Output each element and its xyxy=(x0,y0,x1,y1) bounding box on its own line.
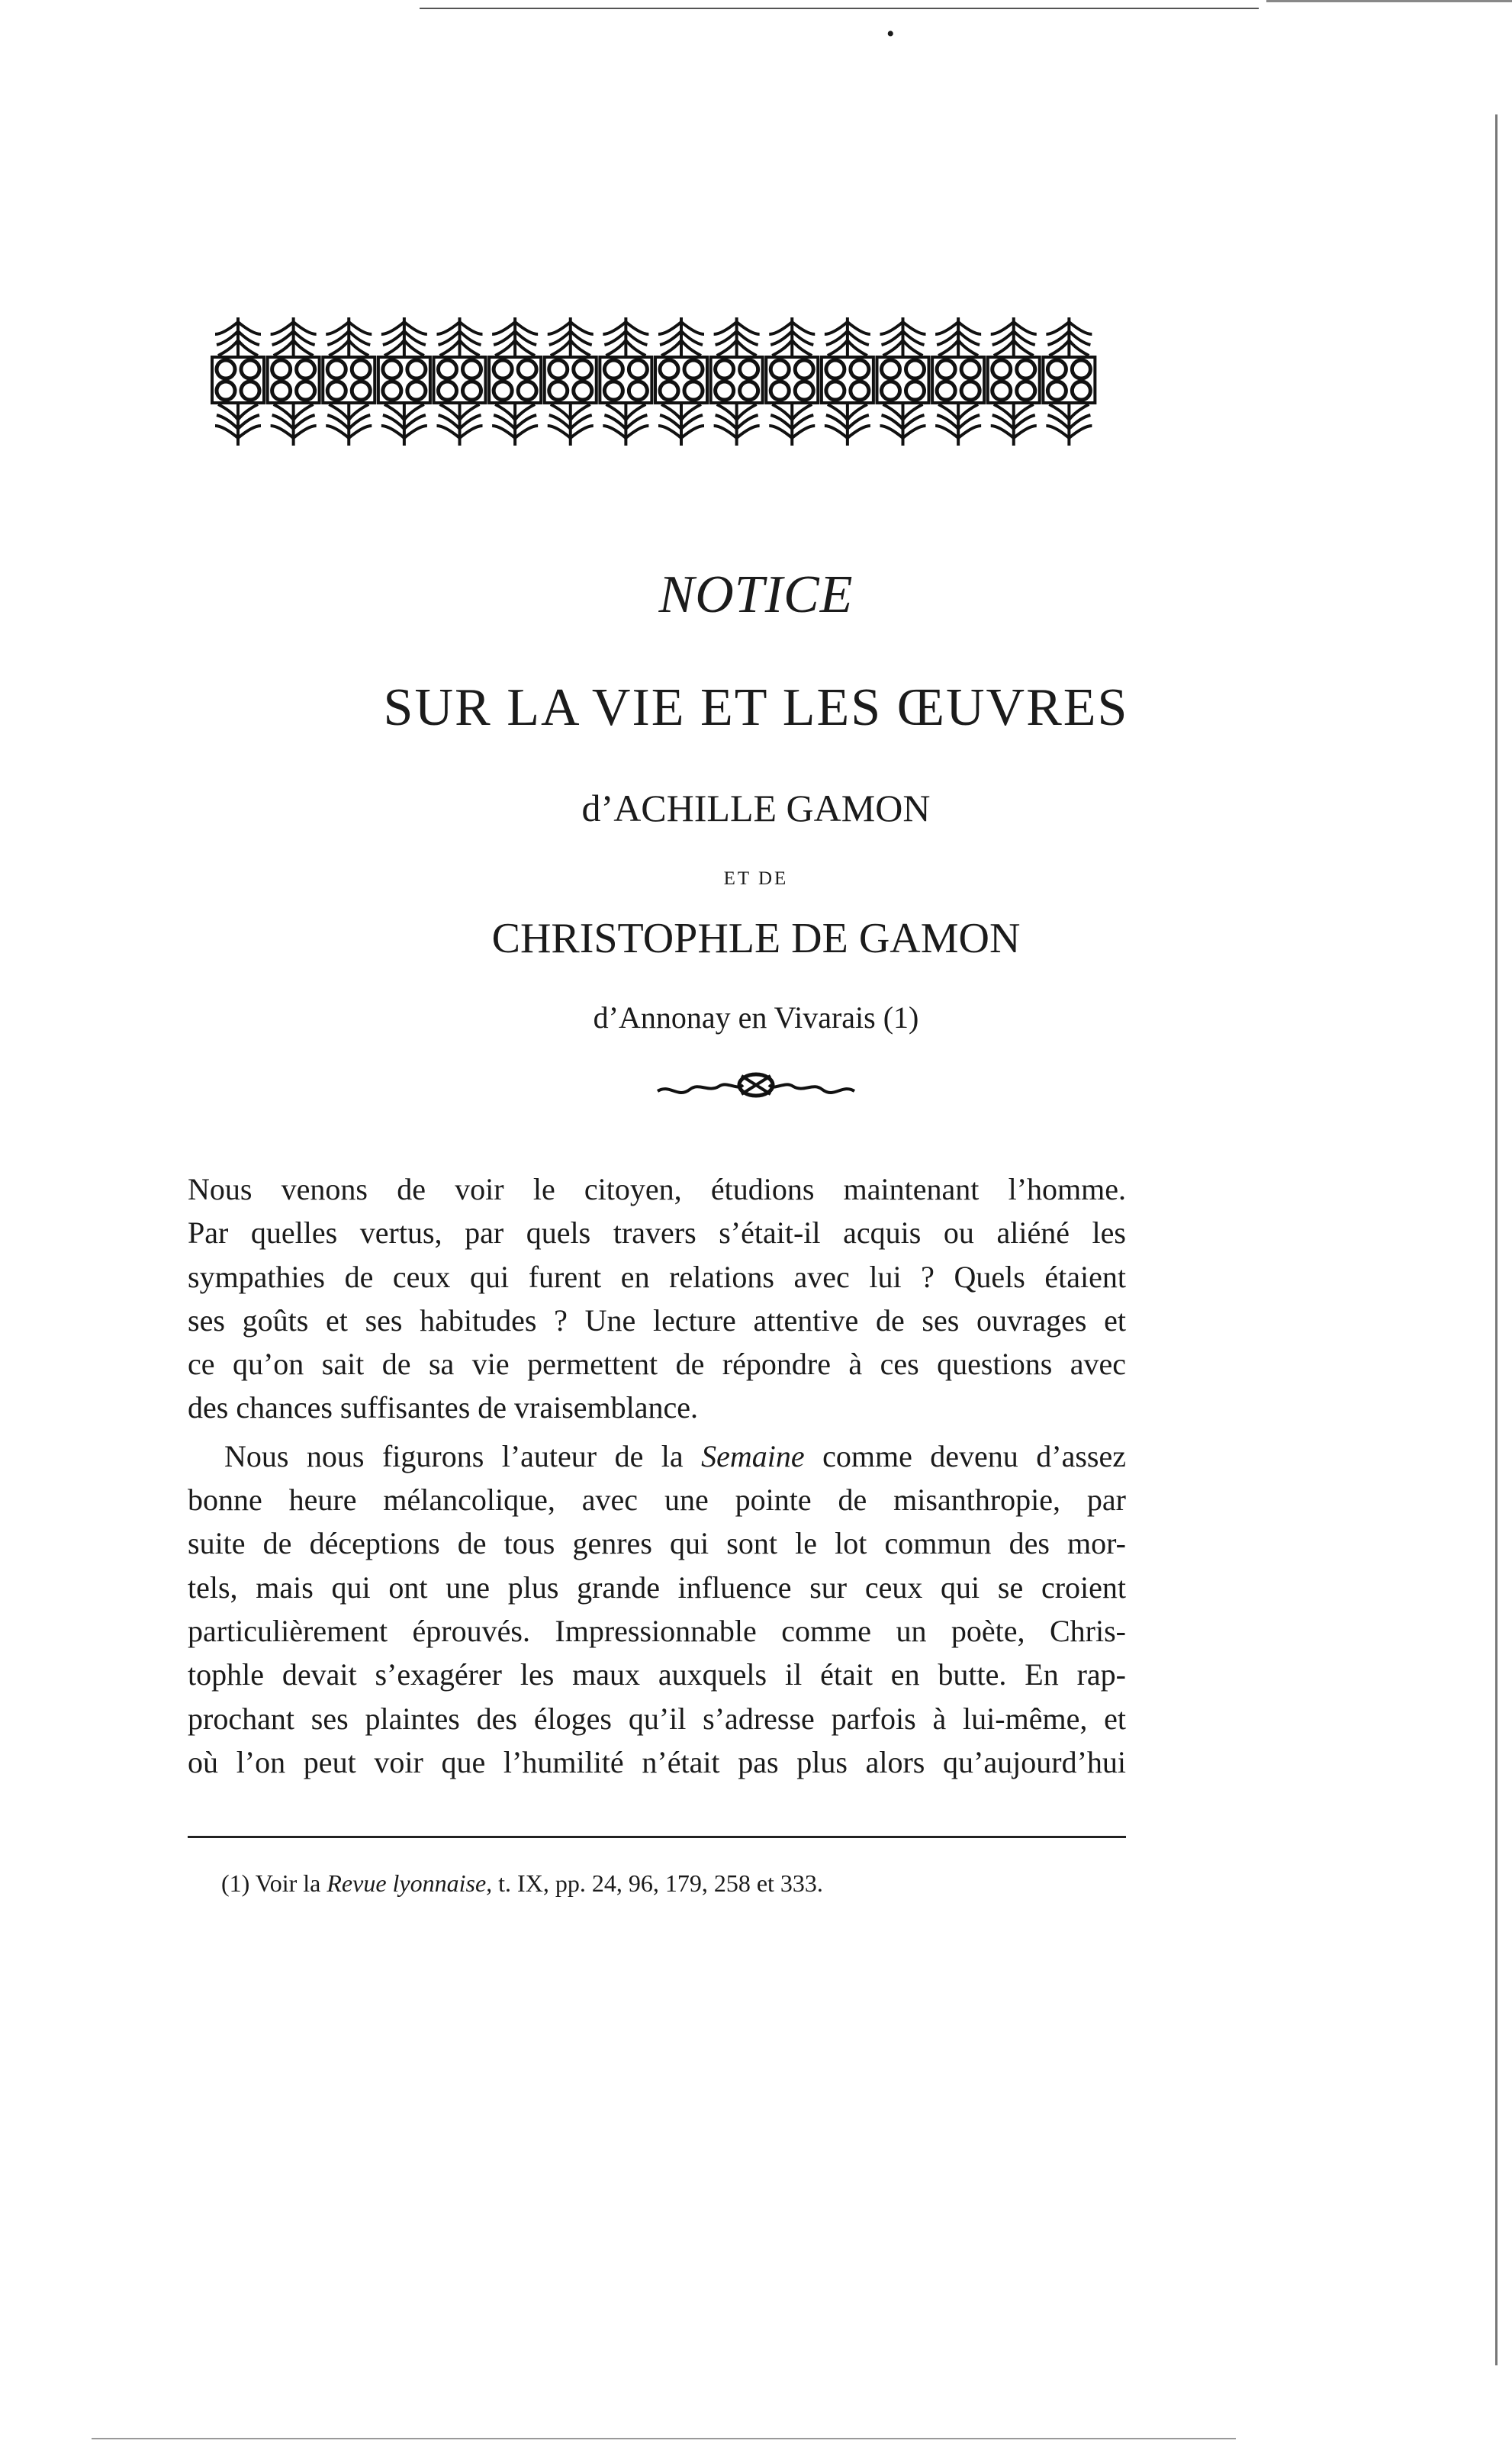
ornament-motif xyxy=(932,317,984,446)
subtitle-heading: SUR LA VIE ET LES ŒUVRES xyxy=(383,678,1129,737)
ornament-motif xyxy=(988,317,1040,446)
scan-edge-right xyxy=(1495,114,1498,2365)
text-line: prochant ses plaintes des éloges qu’il s’adresse parfois à lui-même, et xyxy=(188,1701,1126,1736)
ornament-motif xyxy=(766,317,818,446)
notice-heading: NOTICE xyxy=(658,565,854,624)
body-text xyxy=(188,1167,1126,1784)
scan-edge-top-right xyxy=(1266,0,1512,2)
footnote-post: t. IX, pp. 24, 96, 179, 258 et 333. xyxy=(492,1869,823,1897)
ornament-motif xyxy=(711,317,763,446)
ornament-motif xyxy=(268,317,320,446)
ornament-motif xyxy=(655,317,707,446)
footnote-journal-title: Revue lyonnaise, xyxy=(327,1869,493,1897)
ornament-motif xyxy=(489,317,541,446)
text-line: suite de déceptions de tous genres qui sont le lot commun des mor- xyxy=(188,1526,1126,1561)
text-line: bonne heure mélancolique, avec une pointe de misanthropie, par xyxy=(188,1483,1126,1518)
ornamental-headpiece xyxy=(211,311,1097,449)
text-line: où l’on peut voir que l’humilité n’était pas plus alors qu’aujourd’hui xyxy=(188,1744,1126,1779)
top-mark: • xyxy=(886,21,895,47)
text-run: comme devenu d’assez xyxy=(804,1438,1126,1473)
ornament-motif xyxy=(212,317,264,446)
author-achille: d’ACHILLE GAMON xyxy=(581,787,931,829)
text-line: particulièrement éprouvés. Impressionnable comme un poète, Chris- xyxy=(188,1613,1126,1648)
ornament-motif xyxy=(323,317,375,446)
fleuron-ornament xyxy=(655,1068,857,1103)
author-christophle: CHRISTOPHLE DE GAMON xyxy=(491,915,1021,962)
text-line: des chances suffisantes de vraisemblance. xyxy=(188,1390,699,1425)
ornament-motif xyxy=(434,317,486,446)
text-line: sympathies de ceux qui furent en relations avec lui ? Quels étaient xyxy=(188,1259,1126,1294)
text-line: Par quelles vertus, par quels travers s’était-il acquis ou aliéné les xyxy=(188,1215,1126,1251)
text-line: tophle devait s’exagérer les maux auxquels il était en butte. En rap- xyxy=(188,1657,1126,1692)
ornament-motif xyxy=(545,317,597,446)
origin-line: d’Annonay en Vivarais (1) xyxy=(593,1000,919,1035)
paragraph-2 xyxy=(188,1434,1126,1784)
work-title-semaine: Semaine xyxy=(701,1438,805,1473)
text-line xyxy=(188,1434,1126,1478)
text-line: Nous venons de voir le citoyen, étudions maintenant l’homme. xyxy=(188,1172,1126,1206)
text-line: ce qu’on sait de sa vie permettent de répondre à ces questions avec xyxy=(188,1347,1126,1382)
paragraph-1 xyxy=(188,1167,1126,1430)
scan-edge-bottom xyxy=(92,2438,1236,2439)
footnote xyxy=(221,1869,823,1898)
footnote-pre: (1) Voir la xyxy=(221,1869,327,1897)
ornament-motif xyxy=(877,317,929,446)
ornament-motif xyxy=(600,317,651,446)
ornament-motif xyxy=(822,317,873,446)
text-run: Nous nous figurons l’auteur de la xyxy=(224,1438,702,1473)
scan-edge-top xyxy=(420,8,1259,9)
text-line: tels, mais qui ont une plus grande influence sur ceux qui se croient xyxy=(188,1570,1126,1605)
text-line: ses goûts et ses habitudes ? Une lecture attentive de ses ouvrages et xyxy=(188,1302,1126,1338)
footnote-rule xyxy=(188,1836,1126,1838)
ornament-motif xyxy=(378,317,430,446)
connector-et-de: ET DE xyxy=(723,868,789,889)
ornament-motif xyxy=(1043,317,1095,446)
